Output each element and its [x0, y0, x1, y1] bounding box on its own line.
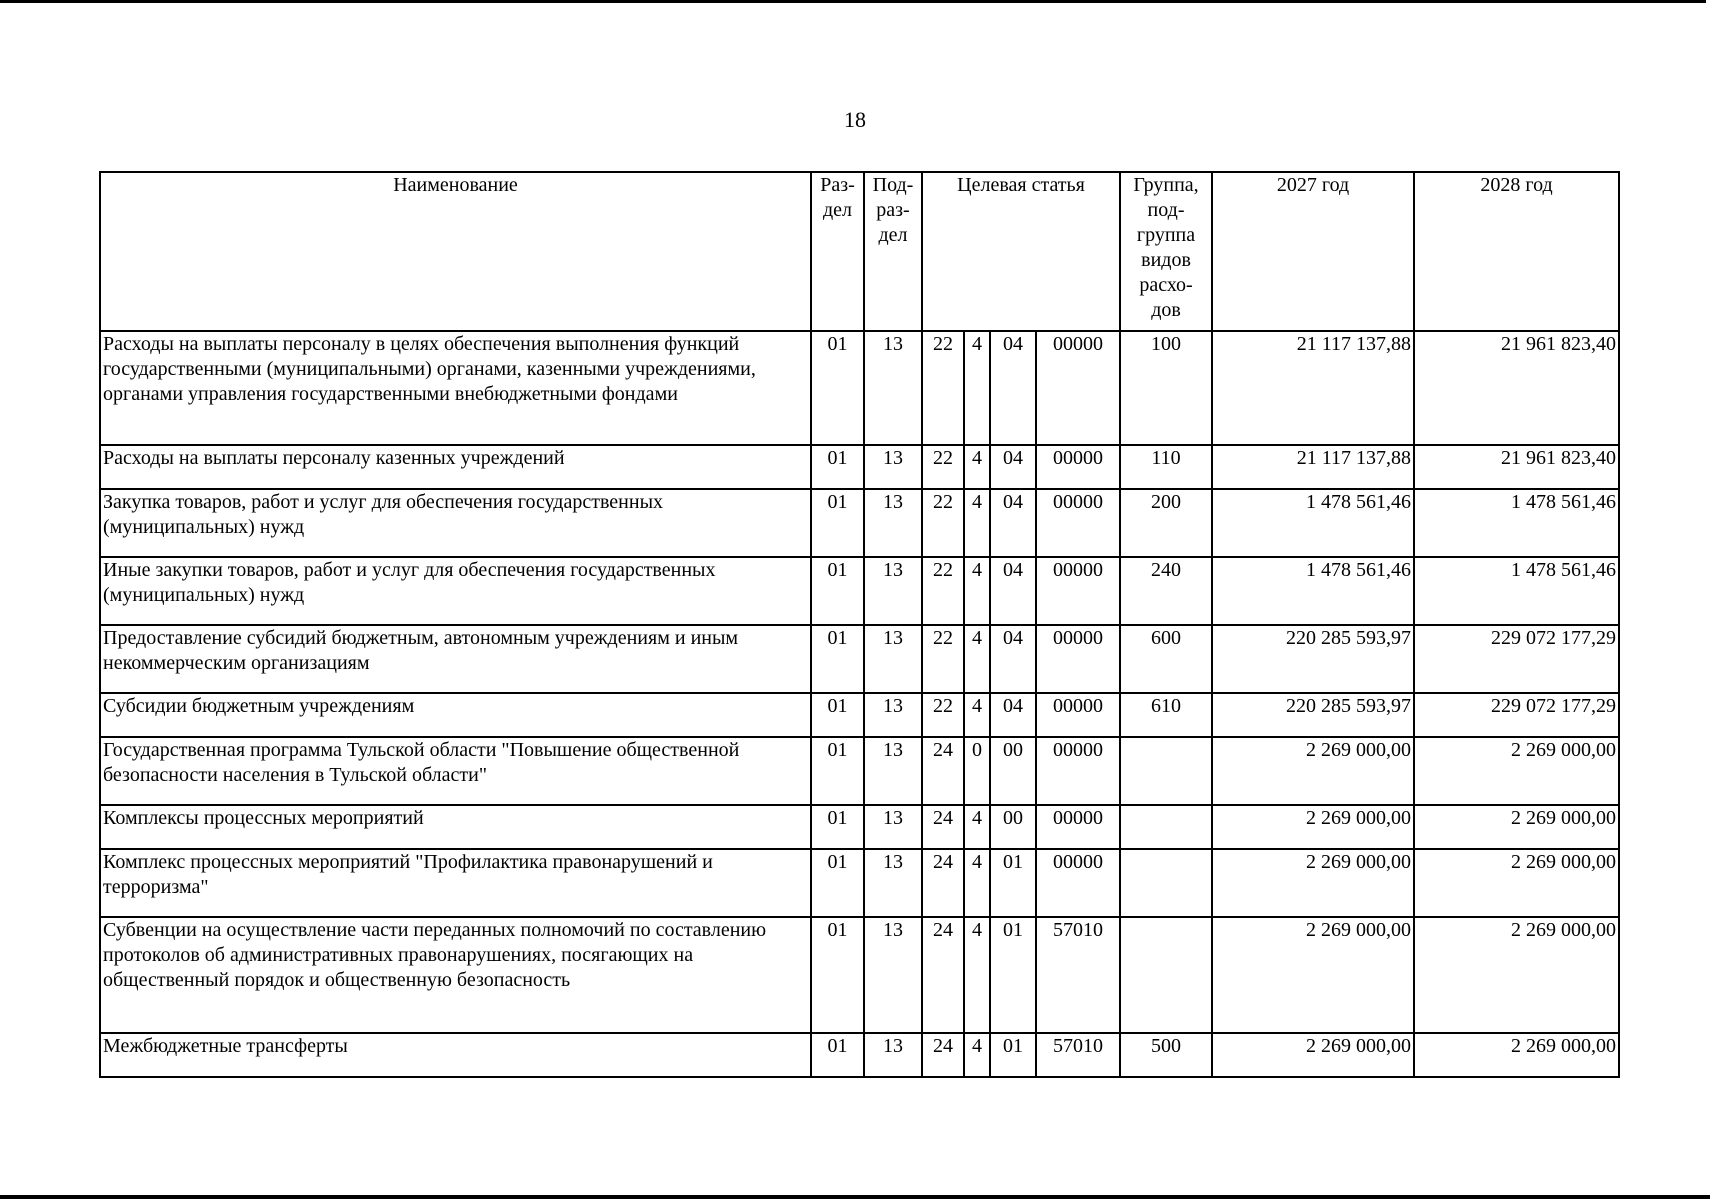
- cell-value-2028: 2 269 000,00: [1414, 917, 1619, 1033]
- cell-podrazdel: 13: [864, 917, 922, 1033]
- cell-podrazdel: 13: [864, 625, 922, 693]
- cell-target-direction: 00000: [1036, 331, 1120, 445]
- cell-target-program: 22: [922, 625, 964, 693]
- cell-expense-group: 100: [1120, 331, 1212, 445]
- cell-expense-group: 110: [1120, 445, 1212, 489]
- cell-razdel: 01: [811, 489, 864, 557]
- cell-target-program: 24: [922, 805, 964, 849]
- cell-razdel: 01: [811, 331, 864, 445]
- cell-target-program: 22: [922, 331, 964, 445]
- cell-razdel: 01: [811, 737, 864, 805]
- cell-value-2027: 21 117 137,88: [1212, 331, 1414, 445]
- cell-value-2028: 2 269 000,00: [1414, 737, 1619, 805]
- cell-target-subprogram: 00: [990, 805, 1036, 849]
- cell-podrazdel: 13: [864, 737, 922, 805]
- cell-value-2027: 220 285 593,97: [1212, 693, 1414, 737]
- table-row: [100, 693, 1619, 737]
- cell-target-program: 24: [922, 737, 964, 805]
- cell-value-2028: 1 478 561,46: [1414, 489, 1619, 557]
- cell-expense-group: 200: [1120, 489, 1212, 557]
- cell-podrazdel: 13: [864, 849, 922, 917]
- cell-target-direction: 00000: [1036, 489, 1120, 557]
- cell-value-2027: 2 269 000,00: [1212, 1033, 1414, 1077]
- bottom-border-line: [0, 1195, 1710, 1199]
- cell-name: Государственная программа Тульской области "Повышение общественной безопасности населения в Тульской области": [100, 737, 811, 805]
- cell-target-program: 24: [922, 849, 964, 917]
- cell-target-direction: 00000: [1036, 849, 1120, 917]
- cell-value-2027: 2 269 000,00: [1212, 917, 1414, 1033]
- cell-target-direction: 57010: [1036, 1033, 1120, 1077]
- cell-target-subprogram: 04: [990, 445, 1036, 489]
- cell-razdel: 01: [811, 805, 864, 849]
- header-podrazdel: Под- раз- дел: [864, 172, 922, 331]
- cell-target-direction: 00000: [1036, 625, 1120, 693]
- cell-target-subprogram: 04: [990, 331, 1036, 445]
- cell-target-subprogram: 04: [990, 489, 1036, 557]
- table-row: [100, 331, 1619, 445]
- cell-name: Межбюджетные трансферты: [100, 1033, 811, 1077]
- cell-value-2028: 229 072 177,29: [1414, 625, 1619, 693]
- cell-target-program: 22: [922, 557, 964, 625]
- header-name: Наименование: [100, 172, 811, 331]
- cell-podrazdel: 13: [864, 331, 922, 445]
- cell-name: Субсидии бюджетным учреждениям: [100, 693, 811, 737]
- cell-value-2028: 21 961 823,40: [1414, 445, 1619, 489]
- cell-value-2028: 2 269 000,00: [1414, 849, 1619, 917]
- cell-value-2028: 229 072 177,29: [1414, 693, 1619, 737]
- table-row: [100, 1033, 1619, 1077]
- cell-target-type: 4: [964, 1033, 990, 1077]
- table-row: [100, 445, 1619, 489]
- table-row: [100, 557, 1619, 625]
- cell-razdel: 01: [811, 625, 864, 693]
- cell-target-direction: 00000: [1036, 445, 1120, 489]
- cell-target-type: 4: [964, 693, 990, 737]
- cell-target-subprogram: 04: [990, 625, 1036, 693]
- cell-target-direction: 00000: [1036, 693, 1120, 737]
- cell-value-2027: 2 269 000,00: [1212, 849, 1414, 917]
- cell-value-2027: 21 117 137,88: [1212, 445, 1414, 489]
- cell-target-subprogram: 04: [990, 557, 1036, 625]
- cell-razdel: 01: [811, 445, 864, 489]
- cell-podrazdel: 13: [864, 489, 922, 557]
- cell-target-program: 22: [922, 693, 964, 737]
- header-target-article: Целевая статья: [922, 172, 1120, 331]
- table-row: [100, 737, 1619, 805]
- cell-name: Расходы на выплаты персоналу казенных учреждений: [100, 445, 811, 489]
- cell-value-2027: 1 478 561,46: [1212, 489, 1414, 557]
- header-year-2027: 2027 год: [1212, 172, 1414, 331]
- header-year-2028: 2028 год: [1414, 172, 1619, 331]
- cell-name: Комплекс процессных мероприятий "Профилактика правонарушений и терроризма": [100, 849, 811, 917]
- cell-expense-group: 240: [1120, 557, 1212, 625]
- table-body: [100, 331, 1619, 1077]
- cell-value-2028: 2 269 000,00: [1414, 1033, 1619, 1077]
- cell-razdel: 01: [811, 693, 864, 737]
- table-row: [100, 849, 1619, 917]
- cell-target-type: 4: [964, 557, 990, 625]
- cell-expense-group: [1120, 917, 1212, 1033]
- cell-value-2027: 1 478 561,46: [1212, 557, 1414, 625]
- cell-value-2028: 1 478 561,46: [1414, 557, 1619, 625]
- cell-razdel: 01: [811, 1033, 864, 1077]
- cell-razdel: 01: [811, 849, 864, 917]
- table-row: [100, 917, 1619, 1033]
- cell-target-type: 4: [964, 917, 990, 1033]
- cell-name: Закупка товаров, работ и услуг для обеспечения государственных (муниципальных) нужд: [100, 489, 811, 557]
- cell-expense-group: [1120, 737, 1212, 805]
- cell-podrazdel: 13: [864, 805, 922, 849]
- cell-target-direction: 00000: [1036, 805, 1120, 849]
- cell-target-program: 24: [922, 917, 964, 1033]
- cell-target-type: 4: [964, 805, 990, 849]
- cell-value-2028: 2 269 000,00: [1414, 805, 1619, 849]
- cell-target-type: 0: [964, 737, 990, 805]
- cell-expense-group: [1120, 849, 1212, 917]
- cell-razdel: 01: [811, 557, 864, 625]
- cell-name: Иные закупки товаров, работ и услуг для обеспечения государственных (муниципальных) нужд: [100, 557, 811, 625]
- cell-name: Комплексы процессных мероприятий: [100, 805, 811, 849]
- cell-target-program: 22: [922, 445, 964, 489]
- cell-expense-group: 500: [1120, 1033, 1212, 1077]
- cell-target-subprogram: 01: [990, 917, 1036, 1033]
- cell-target-direction: 57010: [1036, 917, 1120, 1033]
- cell-name: Субвенции на осуществление части переданных полномочий по составлению протоколов об административных правонарушениях, посягающих на общественный порядок и общественную безопасность: [100, 917, 811, 1033]
- table-row: [100, 489, 1619, 557]
- cell-expense-group: [1120, 805, 1212, 849]
- cell-value-2027: 2 269 000,00: [1212, 737, 1414, 805]
- cell-name: Предоставление субсидий бюджетным, автономным учреждениям и иным некоммерческим организациям: [100, 625, 811, 693]
- cell-value-2027: 220 285 593,97: [1212, 625, 1414, 693]
- cell-value-2028: 21 961 823,40: [1414, 331, 1619, 445]
- cell-value-2027: 2 269 000,00: [1212, 805, 1414, 849]
- table-header: [100, 172, 1619, 331]
- cell-target-direction: 00000: [1036, 557, 1120, 625]
- cell-target-type: 4: [964, 331, 990, 445]
- cell-name: Расходы на выплаты персоналу в целях обеспечения выполнения функций государственными (муниципальными) органами, казенными учреждениями, органами управления государственными внебюджетными фондами: [100, 331, 811, 445]
- header-expense-group: Группа, под- группа видов расхо- дов: [1120, 172, 1212, 331]
- top-border-line: [0, 0, 1706, 3]
- cell-podrazdel: 13: [864, 693, 922, 737]
- page-number: 18: [844, 107, 866, 132]
- cell-target-program: 24: [922, 1033, 964, 1077]
- cell-target-subprogram: 01: [990, 849, 1036, 917]
- table-row: [100, 805, 1619, 849]
- cell-podrazdel: 13: [864, 1033, 922, 1077]
- cell-razdel: 01: [811, 917, 864, 1033]
- header-razdel: Раз- дел: [811, 172, 864, 331]
- cell-target-type: 4: [964, 849, 990, 917]
- cell-target-type: 4: [964, 489, 990, 557]
- table-row: [100, 625, 1619, 693]
- cell-target-subprogram: 04: [990, 693, 1036, 737]
- cell-expense-group: 610: [1120, 693, 1212, 737]
- cell-target-type: 4: [964, 625, 990, 693]
- cell-podrazdel: 13: [864, 557, 922, 625]
- cell-target-subprogram: 00: [990, 737, 1036, 805]
- cell-target-program: 22: [922, 489, 964, 557]
- budget-table: [99, 171, 1620, 1078]
- cell-target-direction: 00000: [1036, 737, 1120, 805]
- cell-podrazdel: 13: [864, 445, 922, 489]
- cell-expense-group: 600: [1120, 625, 1212, 693]
- cell-target-subprogram: 01: [990, 1033, 1036, 1077]
- cell-target-type: 4: [964, 445, 990, 489]
